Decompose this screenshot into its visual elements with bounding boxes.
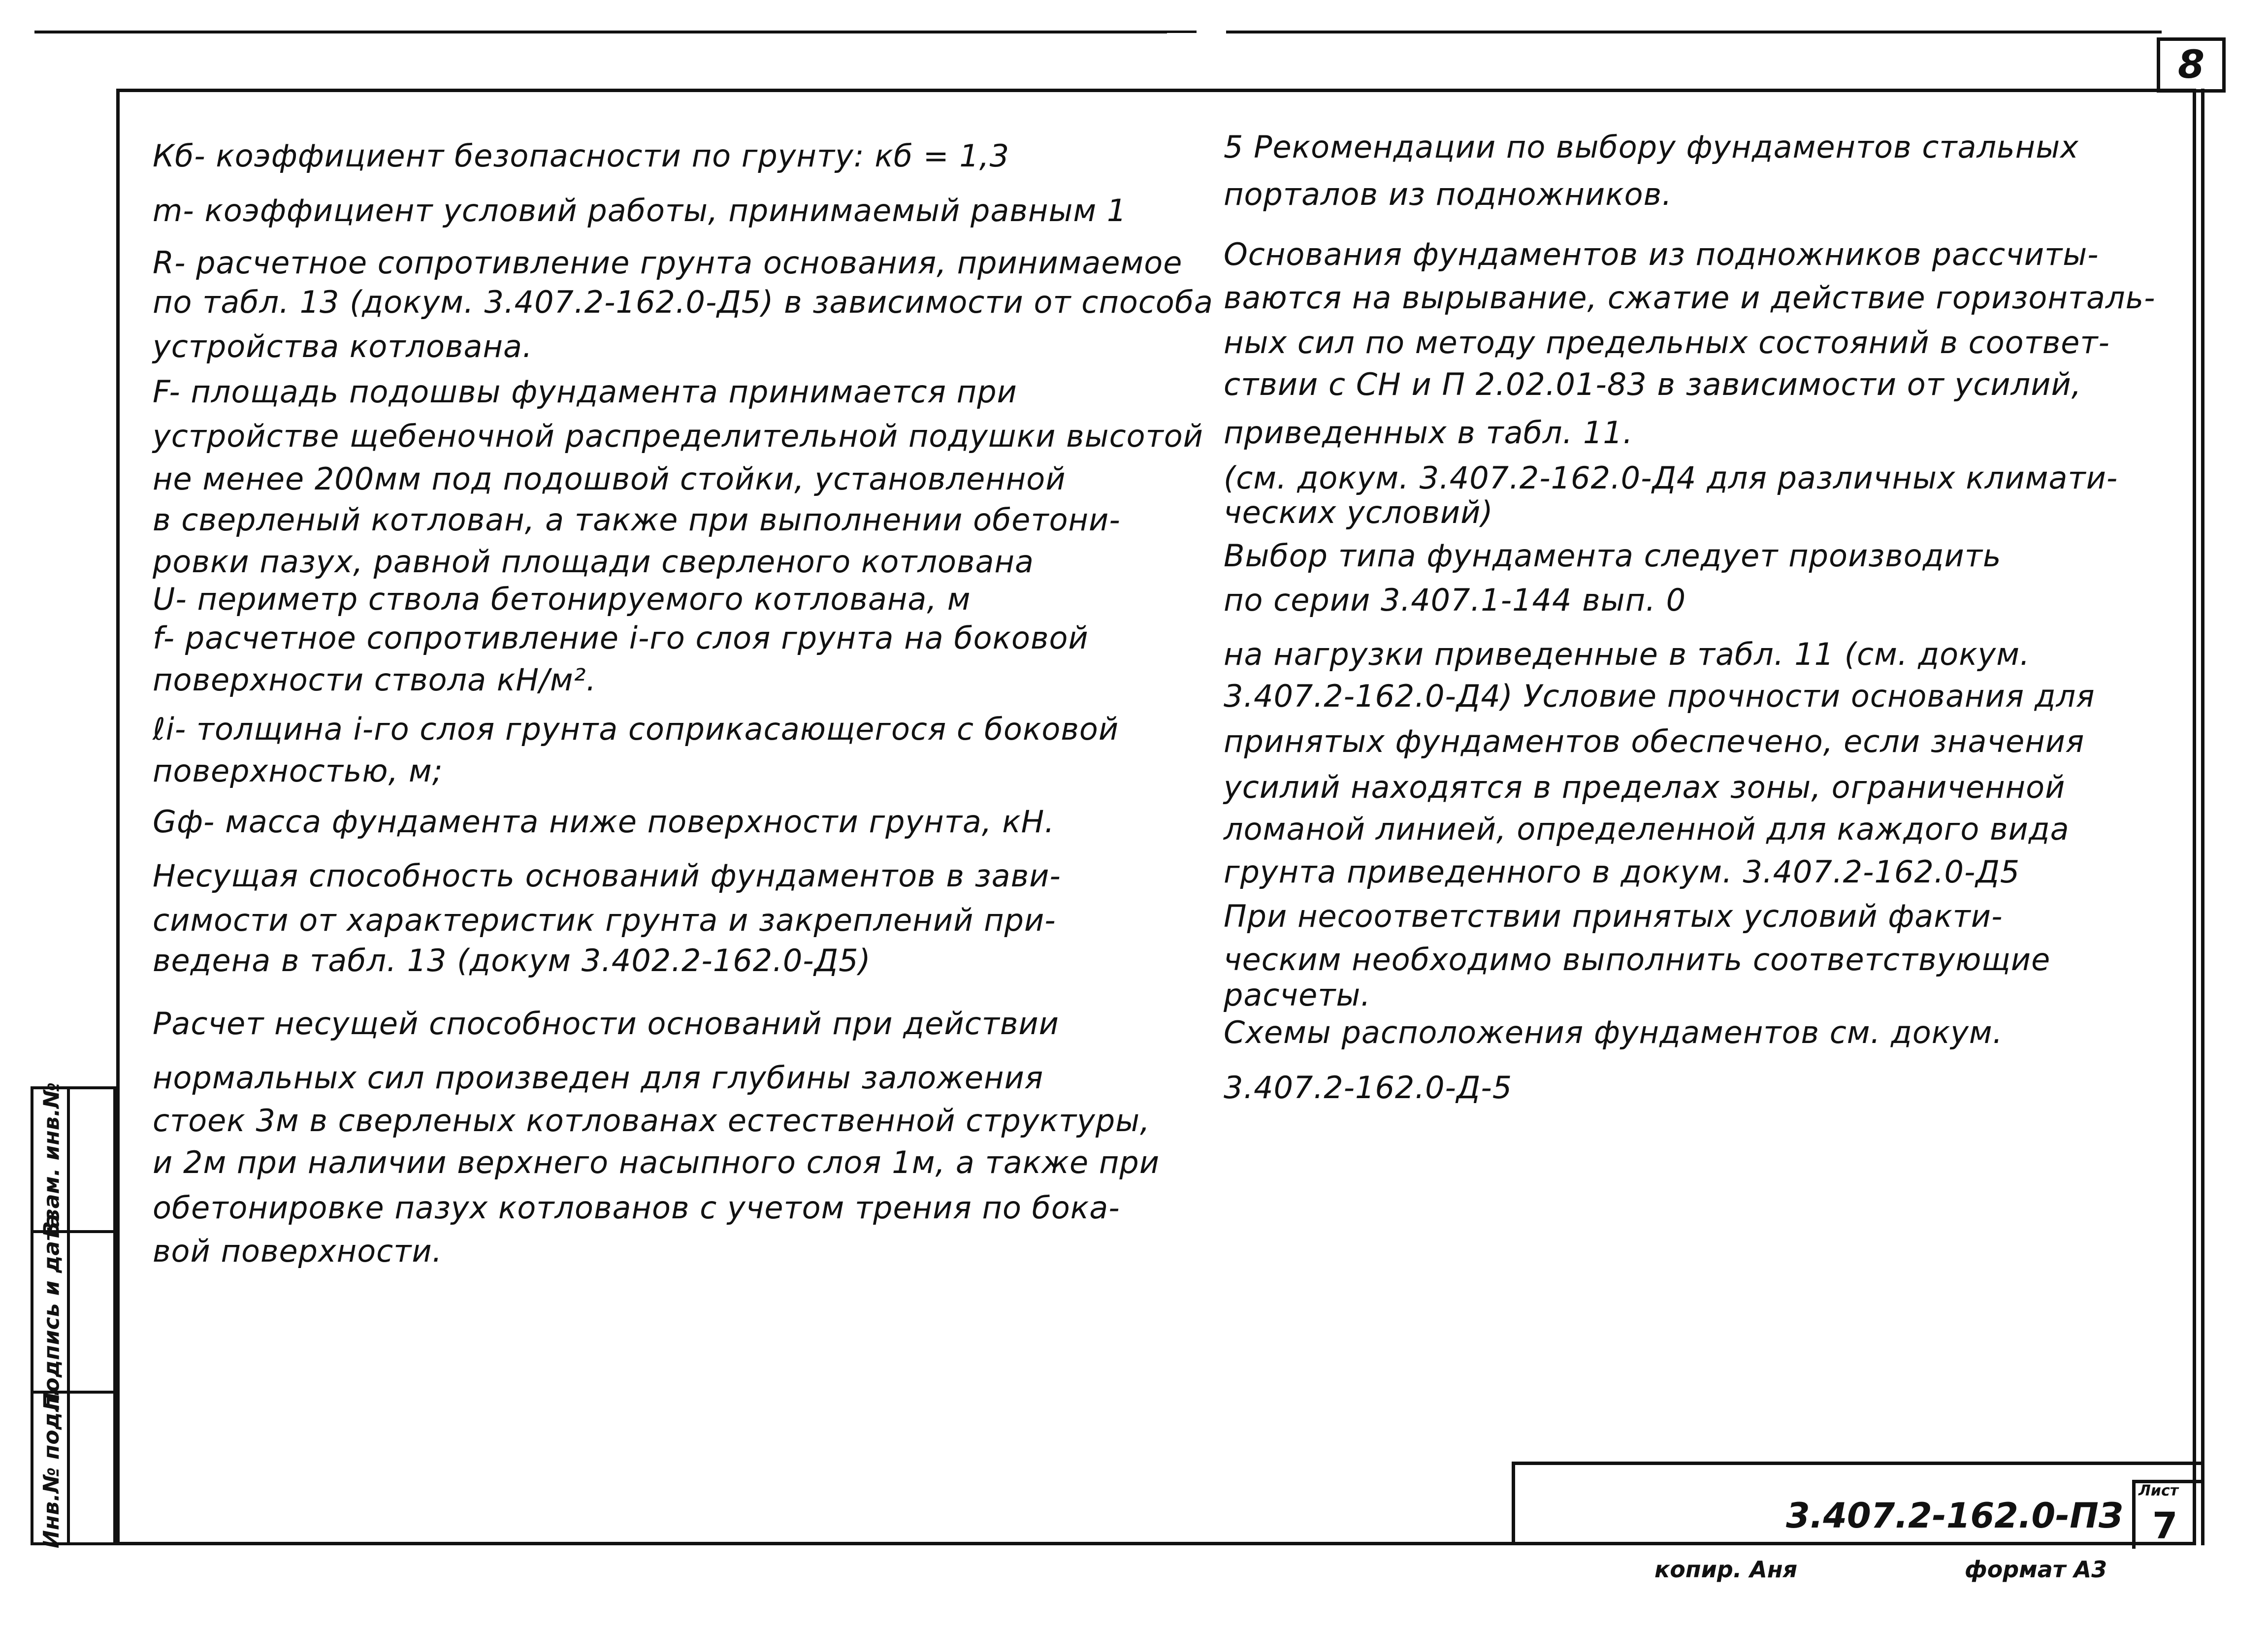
sheet-number: 7 <box>2152 1505 2178 1547</box>
text-line: ведена в табл. 13 (докум 3.402.2-162.0-Д5) <box>153 943 871 978</box>
text-line: по табл. 13 (докум. 3.407.2-162.0-Д5) в зависимости от способа <box>153 284 1214 320</box>
left-text-column <box>153 0 1214 1330</box>
text-line: 3.407.2-162.0-Д-5 <box>1224 1070 1513 1106</box>
text-line: Выбор типа фундамента следует производить <box>1224 538 2002 574</box>
text-line: ℓi- толщина i-го слоя грунта соприкасающегося с боковой <box>153 711 1119 747</box>
text-line: R- расчетное сопротивление грунта основания, принимаемое <box>153 245 1183 281</box>
text-line: поверхности ствола кН/м². <box>153 662 597 698</box>
format-note: формат А3 <box>1965 1556 2107 1583</box>
text-line: приведенных в табл. 11. <box>1224 415 1633 451</box>
side-stamp <box>31 1082 116 1548</box>
text-line: F- площадь подошвы фундамента принимается при <box>153 374 1017 410</box>
text-line: устройства котлована. <box>153 328 533 364</box>
text-line: ломаной линией, определенной для каждого вида <box>1224 811 2070 847</box>
text-line: U- периметр ствола бетонируемого котлована, м <box>153 581 971 617</box>
text-line: ваются на вырывание, сжатие и действие горизонталь- <box>1224 280 2156 316</box>
text-line: на нагрузки приведенные в табл. 11 (см. докум. <box>1224 636 2030 672</box>
text-line: ческих условий) <box>1224 494 1493 530</box>
title-block <box>1512 1462 2201 1545</box>
text-line: ровки пазух, равной площади сверленого котлована <box>153 544 1034 580</box>
text-line: ствии с СН и П 2.02.01-83 в зависимости от усилий, <box>1224 366 2082 402</box>
side-replaces-inv: Взам. инв.№ <box>39 1082 65 1238</box>
text-line: симости от характеристик грунта и закреплений при- <box>153 902 1056 938</box>
text-line: в сверленый котлован, а также при выполнении обетони- <box>153 502 1121 538</box>
text-line: Кб- коэффициент безопасности по грунту: кб = 1,3 <box>153 138 1010 174</box>
text-line: При несоответствии принятых условий факти- <box>1224 898 2003 934</box>
frame-right-edge <box>2201 89 2204 1545</box>
text-line: вой поверхности. <box>153 1233 443 1269</box>
text-line: не менее 200мм под подошвой стойки, установленной <box>153 461 1066 497</box>
text-line: ных сил по методу предельных состояний в соответ- <box>1224 325 2110 360</box>
section-heading: 5 Рекомендации по выбору фундаментов стальных <box>1224 129 2079 165</box>
text-line: порталов из подножников. <box>1224 176 1672 212</box>
text-line: расчеты. <box>1224 977 1371 1013</box>
text-line: усилий находятся в пределах зоны, ограниченной <box>1224 769 2066 805</box>
text-line: грунта приведенного в докум. 3.407.2-162.0-Д5 <box>1224 854 2020 890</box>
side-inv-orig: Инв.№ подл. <box>39 1388 65 1548</box>
text-line: m- коэффициент условий работы, принимаемый равным 1 <box>153 193 1127 228</box>
copied-by-note: копир. Аня <box>1654 1556 1798 1583</box>
text-line: ческим необходимо выполнить соответствующие <box>1224 942 2051 977</box>
top-rule-dash <box>1167 31 1197 33</box>
text-line: Несущая способность оснований фундаментов в зави- <box>153 858 1061 894</box>
text-line: устройстве щебеночной распределительной подушки высотой <box>153 418 1203 454</box>
text-line: поверхностью, м; <box>153 753 443 789</box>
text-line: по серии 3.407.1-144 вып. 0 <box>1224 582 1686 618</box>
text-line: f- расчетное сопротивление i-го слоя грунта на боковой <box>153 620 1089 656</box>
text-line: Схемы расположения фундаментов см. докум. <box>1224 1014 2003 1050</box>
document-code: 3.407.2-162.0-ПЗ <box>1786 1496 2123 1536</box>
text-line: Gф- масса фундамента ниже поверхности грунта, кН. <box>153 804 1055 840</box>
text-line: Расчет несущей способности оснований при действии <box>153 1006 1059 1042</box>
text-line: обетонировке пазух котлованов с учетом трения по бока- <box>153 1190 1120 1226</box>
text-line: принятых фундаментов обеспечено, если значения <box>1224 723 2085 759</box>
text-line: 3.407.2-162.0-Д4) Условие прочности основания для <box>1224 678 2095 714</box>
right-text-column <box>1224 0 2189 1182</box>
text-line: стоек 3м в сверленых котлованах естественной структуры, <box>153 1103 1150 1139</box>
side-signature-date: Подпись и дата <box>39 1213 65 1410</box>
text-line: и 2м при наличии верхнего насыпного слоя 1м, а также при <box>153 1144 1160 1180</box>
sheet-label: Лист <box>2138 1482 2179 1499</box>
sheet-corner-number: 8 <box>2157 37 2226 93</box>
text-line: нормальных сил произведен для глубины заложения <box>153 1060 1044 1096</box>
sheet-number-cell <box>2132 1480 2201 1549</box>
text-line: (см. докум. 3.407.2-162.0-Д4 для различных климати- <box>1224 460 2118 496</box>
text-line: Основания фундаментов из подножников рассчиты- <box>1224 236 2099 272</box>
